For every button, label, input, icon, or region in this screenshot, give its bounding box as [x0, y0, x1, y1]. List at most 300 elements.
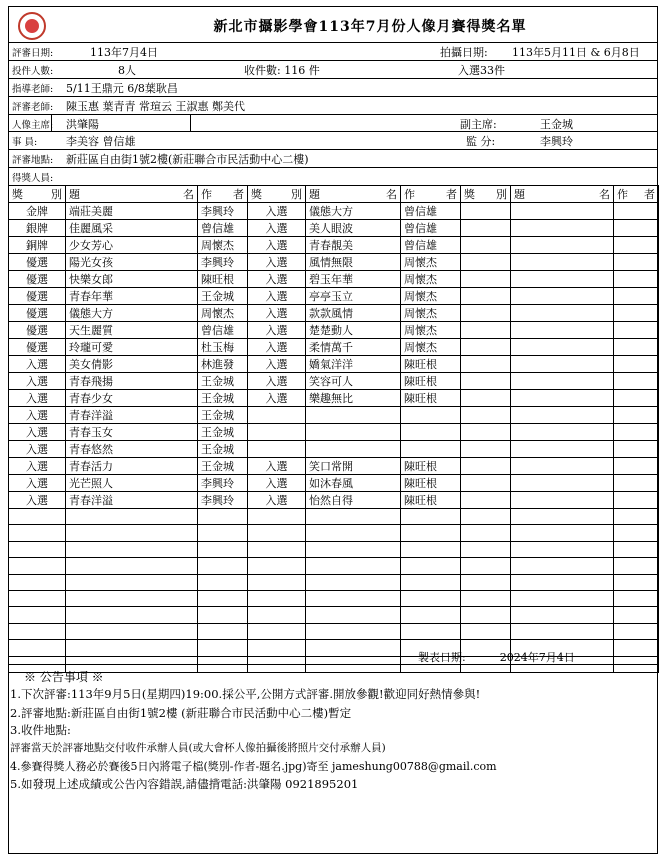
- table-cell: [66, 574, 198, 590]
- table-cell: [461, 441, 511, 458]
- table-cell: 李興玲: [198, 492, 248, 509]
- table-cell: [401, 590, 461, 606]
- row-review-date: [8, 43, 658, 59]
- table-row: [9, 541, 659, 557]
- table-cell: [248, 640, 306, 656]
- table-cell: 入選: [248, 458, 306, 475]
- table-row: [9, 509, 659, 525]
- table-cell: [9, 558, 66, 574]
- table-cell: [614, 509, 659, 525]
- table-cell: 如沐春風: [306, 475, 401, 492]
- table-cell: [66, 623, 198, 639]
- shortlist-count: 入選33件: [458, 64, 505, 77]
- table-cell: [614, 558, 659, 574]
- judges-names: 陳玉惠 葉青青 常瑄云 王淑惠 鄭美代: [66, 100, 245, 113]
- table-cell: 入選: [248, 271, 306, 288]
- table-cell: [461, 271, 511, 288]
- table-cell: 入選: [248, 475, 306, 492]
- table-cell: 美女倩影: [66, 356, 198, 373]
- table-cell: [614, 640, 659, 656]
- table-cell: 玲瓏可愛: [66, 339, 198, 356]
- table-cell: 入選: [248, 339, 306, 356]
- table-row: [9, 558, 659, 574]
- table-cell: [401, 623, 461, 639]
- table-cell: [248, 558, 306, 574]
- table-cell: [614, 623, 659, 639]
- table-cell: 王金城: [198, 424, 248, 441]
- table-cell: 入選: [9, 492, 66, 509]
- received-count: 收件數: 116 件: [244, 64, 320, 77]
- table-cell: [614, 590, 659, 606]
- award-table: [8, 185, 659, 673]
- row-teacher: [8, 79, 658, 95]
- table-cell: [614, 607, 659, 623]
- table-cell: 銅牌: [9, 237, 66, 254]
- table-cell: [248, 574, 306, 590]
- table-cell: [511, 623, 614, 639]
- review-date: 113年7月4日: [90, 46, 158, 59]
- table-cell: 入選: [9, 458, 66, 475]
- table-cell: 王金城: [198, 407, 248, 424]
- winners-label: 得獎人員:: [12, 173, 54, 184]
- header-title: 題 名: [66, 186, 198, 203]
- table-cell: [511, 220, 614, 237]
- table-cell: [248, 424, 306, 441]
- table-cell: [9, 640, 66, 656]
- table-cell: [66, 541, 198, 557]
- table-row: [9, 607, 659, 623]
- table-cell: 優選: [9, 305, 66, 322]
- table-cell: 入選: [248, 492, 306, 509]
- table-row: [9, 574, 659, 590]
- supervisor-label: 監 分:: [466, 135, 496, 148]
- table-cell: [401, 607, 461, 623]
- table-cell: 天生麗質: [66, 322, 198, 339]
- table-cell: [511, 607, 614, 623]
- table-cell: 王金城: [198, 373, 248, 390]
- table-cell: 入選: [248, 356, 306, 373]
- table-cell: [614, 288, 659, 305]
- table-cell: [511, 254, 614, 271]
- table-cell: 入選: [9, 441, 66, 458]
- header-title-3: 題 名: [511, 186, 614, 203]
- table-cell: [66, 509, 198, 525]
- table-cell: 王金城: [198, 390, 248, 407]
- table-cell: 陳旺根: [401, 458, 461, 475]
- table-row: [9, 305, 659, 322]
- table-cell: [461, 590, 511, 606]
- table-cell: [461, 407, 511, 424]
- table-cell: [66, 590, 198, 606]
- table-cell: 入選: [248, 390, 306, 407]
- row-winners: [8, 168, 658, 184]
- table-cell: 快樂女郎: [66, 271, 198, 288]
- table-cell: [401, 441, 461, 458]
- header-author-2: 作 者: [401, 186, 461, 203]
- table-cell: [248, 607, 306, 623]
- table-cell: 佳麗風采: [66, 220, 198, 237]
- table-cell: [614, 407, 659, 424]
- table-cell: [511, 492, 614, 509]
- table-cell: [461, 558, 511, 574]
- table-cell: 入選: [248, 254, 306, 271]
- table-cell: 周懷杰: [198, 305, 248, 322]
- table-cell: 青春靚美: [306, 237, 401, 254]
- header-award: 獎 別: [9, 186, 66, 203]
- table-cell: [306, 541, 401, 557]
- table-cell: [461, 322, 511, 339]
- table-cell: 笑口常開: [306, 458, 401, 475]
- secretary-label: 事 員:: [12, 137, 38, 148]
- header-title-2: 題 名: [306, 186, 401, 203]
- table-cell: 青春悠然: [66, 441, 198, 458]
- chair-name: 洪肇陽: [66, 118, 99, 131]
- table-cell: [66, 640, 198, 656]
- table-cell: [198, 607, 248, 623]
- table-cell: 優選: [9, 254, 66, 271]
- table-cell: 周懷杰: [401, 254, 461, 271]
- table-cell: 優選: [9, 339, 66, 356]
- row-secretary: [8, 132, 658, 148]
- table-cell: 李興玲: [198, 475, 248, 492]
- table-cell: 陽光女孩: [66, 254, 198, 271]
- table-cell: [401, 509, 461, 525]
- table-cell: 儀態大方: [66, 305, 198, 322]
- notice-item-1: 1.下次評審:113年9月5日(星期四)19:00.採公平,公開方式評審.開放參觀!歡迎同好熱情參與!: [10, 687, 481, 701]
- table-cell: [306, 574, 401, 590]
- table-cell: [511, 590, 614, 606]
- table-cell: 陳旺根: [401, 373, 461, 390]
- table-row: [9, 373, 659, 390]
- table-row: [9, 220, 659, 237]
- table-row: [9, 254, 659, 271]
- table-cell: [511, 305, 614, 322]
- table-cell: [511, 541, 614, 557]
- teacher-names: 5/11王鼎元 6/8葉耿昌: [66, 82, 178, 95]
- vice-chair-label: 副主席:: [460, 118, 497, 131]
- table-cell: [614, 574, 659, 590]
- table-cell: [461, 339, 511, 356]
- row-chair: [8, 115, 658, 131]
- table-cell: 入選: [9, 407, 66, 424]
- shoot-date: 113年5月11日 & 6月8日: [512, 46, 640, 59]
- table-cell: [401, 558, 461, 574]
- secretary-names: 李美容 曾信雄: [66, 135, 136, 148]
- table-cell: 周懷杰: [401, 271, 461, 288]
- table-cell: [66, 525, 198, 541]
- table-cell: [401, 541, 461, 557]
- table-cell: [248, 525, 306, 541]
- table-cell: [9, 509, 66, 525]
- table-cell: 入選: [248, 220, 306, 237]
- table-cell: [9, 607, 66, 623]
- table-cell: 周懷杰: [401, 322, 461, 339]
- notice-item-2: 2.評審地點:新莊區自由街1號2樓 (新莊聯合市民活動中心二樓)暫定: [10, 706, 352, 720]
- table-cell: 青春年華: [66, 288, 198, 305]
- table-cell: [511, 203, 614, 220]
- table-cell: [461, 390, 511, 407]
- table-row: [9, 475, 659, 492]
- table-cell: [511, 509, 614, 525]
- table-cell: [306, 407, 401, 424]
- table-cell: [511, 475, 614, 492]
- table-cell: [461, 424, 511, 441]
- table-cell: [198, 541, 248, 557]
- table-cell: [614, 373, 659, 390]
- table-cell: 亭亭玉立: [306, 288, 401, 305]
- table-cell: [401, 525, 461, 541]
- table-cell: [511, 373, 614, 390]
- table-cell: [248, 623, 306, 639]
- table-cell: [511, 288, 614, 305]
- table-cell: 李興玲: [198, 203, 248, 220]
- table-cell: 嬌氣洋洋: [306, 356, 401, 373]
- made-date-label: 製表日期:: [418, 651, 466, 664]
- table-cell: 陳旺根: [401, 390, 461, 407]
- made-date: [418, 649, 575, 665]
- table-cell: [511, 271, 614, 288]
- table-cell: [614, 305, 659, 322]
- table-cell: [461, 305, 511, 322]
- table-cell: 樂趣無比: [306, 390, 401, 407]
- table-row: [9, 424, 659, 441]
- vice-chair-name: 王金城: [540, 118, 573, 131]
- table-row: [9, 492, 659, 509]
- table-cell: [66, 558, 198, 574]
- table-cell: 陳旺根: [401, 356, 461, 373]
- table-cell: [306, 509, 401, 525]
- table-cell: 風情無限: [306, 254, 401, 271]
- table-cell: 周懷杰: [401, 305, 461, 322]
- table-cell: [614, 525, 659, 541]
- table-cell: [198, 590, 248, 606]
- table-cell: [248, 541, 306, 557]
- table-cell: 碧玉年華: [306, 271, 401, 288]
- table-cell: [306, 607, 401, 623]
- page-title: 新北市攝影學會113年7月份人像月賽得獎名單: [213, 19, 527, 35]
- row-submit-count: [8, 61, 658, 77]
- table-row: [9, 237, 659, 254]
- table-cell: [306, 558, 401, 574]
- table-cell: [511, 407, 614, 424]
- table-cell: [9, 541, 66, 557]
- table-cell: [511, 390, 614, 407]
- table-cell: [614, 339, 659, 356]
- made-date-value: 2024年7月4日: [499, 651, 575, 664]
- table-cell: [614, 541, 659, 557]
- table-cell: [401, 424, 461, 441]
- table-cell: 少女芳心: [66, 237, 198, 254]
- header-author: 作 者: [198, 186, 248, 203]
- table-cell: [511, 441, 614, 458]
- header-author-3: 作 者: [614, 186, 659, 203]
- table-cell: [461, 254, 511, 271]
- table-cell: [9, 590, 66, 606]
- table-cell: [461, 373, 511, 390]
- table-cell: [614, 203, 659, 220]
- table-cell: [9, 574, 66, 590]
- table-cell: [614, 356, 659, 373]
- table-cell: 光芒照人: [66, 475, 198, 492]
- table-cell: [198, 640, 248, 656]
- table-row: [9, 288, 659, 305]
- table-row: [9, 590, 659, 606]
- table-cell: 楚楚動人: [306, 322, 401, 339]
- table-cell: 優選: [9, 271, 66, 288]
- table-cell: [9, 525, 66, 541]
- table-cell: [511, 424, 614, 441]
- table-cell: 陳旺根: [401, 492, 461, 509]
- table-cell: 青春玉女: [66, 424, 198, 441]
- table-cell: [461, 492, 511, 509]
- table-cell: [511, 237, 614, 254]
- table-cell: 李興玲: [198, 254, 248, 271]
- review-date-label: 評審日期:: [12, 48, 54, 59]
- submit-count: 8人: [118, 64, 136, 77]
- table-row: [9, 271, 659, 288]
- submit-count-label: 投件人數:: [12, 66, 54, 77]
- table-cell: [198, 623, 248, 639]
- teacher-label: 指導老師:: [12, 84, 54, 95]
- table-cell: [248, 407, 306, 424]
- table-row: [9, 339, 659, 356]
- table-cell: 美人眼波: [306, 220, 401, 237]
- table-cell: [401, 574, 461, 590]
- table-cell: [614, 441, 659, 458]
- table-cell: [461, 203, 511, 220]
- table-cell: [461, 623, 511, 639]
- shoot-date-label: 拍攝日期:: [440, 46, 488, 59]
- table-cell: 入選: [248, 322, 306, 339]
- table-cell: 王金城: [198, 441, 248, 458]
- table-cell: [248, 509, 306, 525]
- table-cell: 入選: [248, 305, 306, 322]
- table-cell: [461, 475, 511, 492]
- judges-label: 評審老師:: [12, 102, 54, 113]
- table-cell: [9, 623, 66, 639]
- table-cell: [198, 525, 248, 541]
- table-row: [9, 441, 659, 458]
- table-cell: 周懷杰: [198, 237, 248, 254]
- table-row: [9, 322, 659, 339]
- table-cell: [461, 541, 511, 557]
- notice-item-5: 5.如發現上述成績或公告內容錯誤,請儘揹電話:洪肇陽 0921895201: [10, 777, 359, 791]
- table-cell: 青春洋溢: [66, 492, 198, 509]
- table-cell: 銀牌: [9, 220, 66, 237]
- row-venue: [8, 150, 658, 166]
- venue: 新莊區自由街1號2樓(新莊聯合市民活動中心二樓): [66, 153, 309, 166]
- table-cell: [614, 271, 659, 288]
- table-cell: 金牌: [9, 203, 66, 220]
- notice-item-3-detail: 評審當天於評審地點交付收件承辦人員(或大會杯人像拍攝後將照片交付承辦人員): [10, 742, 386, 754]
- table-cell: [461, 607, 511, 623]
- table-cell: 王金城: [198, 458, 248, 475]
- table-row: [9, 390, 659, 407]
- table-cell: 笑容可人: [306, 373, 401, 390]
- table-cell: 青春活力: [66, 458, 198, 475]
- table-cell: [511, 322, 614, 339]
- table-cell: 入選: [248, 237, 306, 254]
- table-cell: [511, 558, 614, 574]
- table-cell: [614, 424, 659, 441]
- society-logo-icon: [18, 12, 46, 40]
- table-cell: [614, 322, 659, 339]
- table-cell: [511, 458, 614, 475]
- table-cell: 曾信雄: [401, 203, 461, 220]
- table-cell: 曾信雄: [401, 237, 461, 254]
- notice-item-3: 3.收件地點:: [10, 723, 71, 737]
- table-cell: 入選: [248, 373, 306, 390]
- table-cell: 入選: [9, 373, 66, 390]
- table-cell: 入選: [9, 475, 66, 492]
- table-cell: [614, 390, 659, 407]
- table-cell: [66, 607, 198, 623]
- table-cell: 入選: [9, 356, 66, 373]
- table-cell: 端莊美麗: [66, 203, 198, 220]
- table-cell: [306, 590, 401, 606]
- table-cell: [614, 237, 659, 254]
- table-cell: 陳旺根: [401, 475, 461, 492]
- table-cell: [461, 288, 511, 305]
- header-award-2: 獎 別: [248, 186, 306, 203]
- table-cell: [401, 407, 461, 424]
- table-cell: 入選: [9, 390, 66, 407]
- table-cell: [461, 458, 511, 475]
- table-cell: [461, 356, 511, 373]
- award-table-body: [9, 203, 659, 673]
- supervisor-name: 李興玲: [540, 135, 573, 148]
- table-cell: 王金城: [198, 288, 248, 305]
- table-cell: [306, 525, 401, 541]
- table-row: [9, 458, 659, 475]
- table-row: [9, 407, 659, 424]
- table-cell: 曾信雄: [198, 220, 248, 237]
- table-cell: 優選: [9, 288, 66, 305]
- table-cell: 青春飛揚: [66, 373, 198, 390]
- table-cell: 杜玉梅: [198, 339, 248, 356]
- table-cell: 曾信雄: [401, 220, 461, 237]
- table-cell: 儀態大方: [306, 203, 401, 220]
- table-cell: 入選: [248, 288, 306, 305]
- venue-label: 評審地點:: [12, 155, 54, 166]
- table-cell: [461, 574, 511, 590]
- table-cell: [461, 237, 511, 254]
- table-cell: 曾信雄: [198, 322, 248, 339]
- table-cell: [614, 458, 659, 475]
- table-cell: [511, 574, 614, 590]
- table-cell: [614, 254, 659, 271]
- table-cell: [614, 220, 659, 237]
- table-cell: [461, 525, 511, 541]
- header-award-3: 獎 別: [461, 186, 511, 203]
- table-row: [9, 356, 659, 373]
- table-row: [9, 525, 659, 541]
- table-cell: [461, 220, 511, 237]
- table-cell: 款款風情: [306, 305, 401, 322]
- table-cell: [248, 590, 306, 606]
- table-cell: 柔情萬千: [306, 339, 401, 356]
- table-cell: [614, 475, 659, 492]
- table-cell: [306, 640, 401, 656]
- table-cell: 周懷杰: [401, 288, 461, 305]
- table-cell: [248, 441, 306, 458]
- table-cell: [461, 509, 511, 525]
- table-cell: [198, 509, 248, 525]
- table-cell: [614, 492, 659, 509]
- chair-label: 人像主席:: [12, 120, 54, 131]
- table-cell: 陳旺根: [198, 271, 248, 288]
- table-cell: 周懷杰: [401, 339, 461, 356]
